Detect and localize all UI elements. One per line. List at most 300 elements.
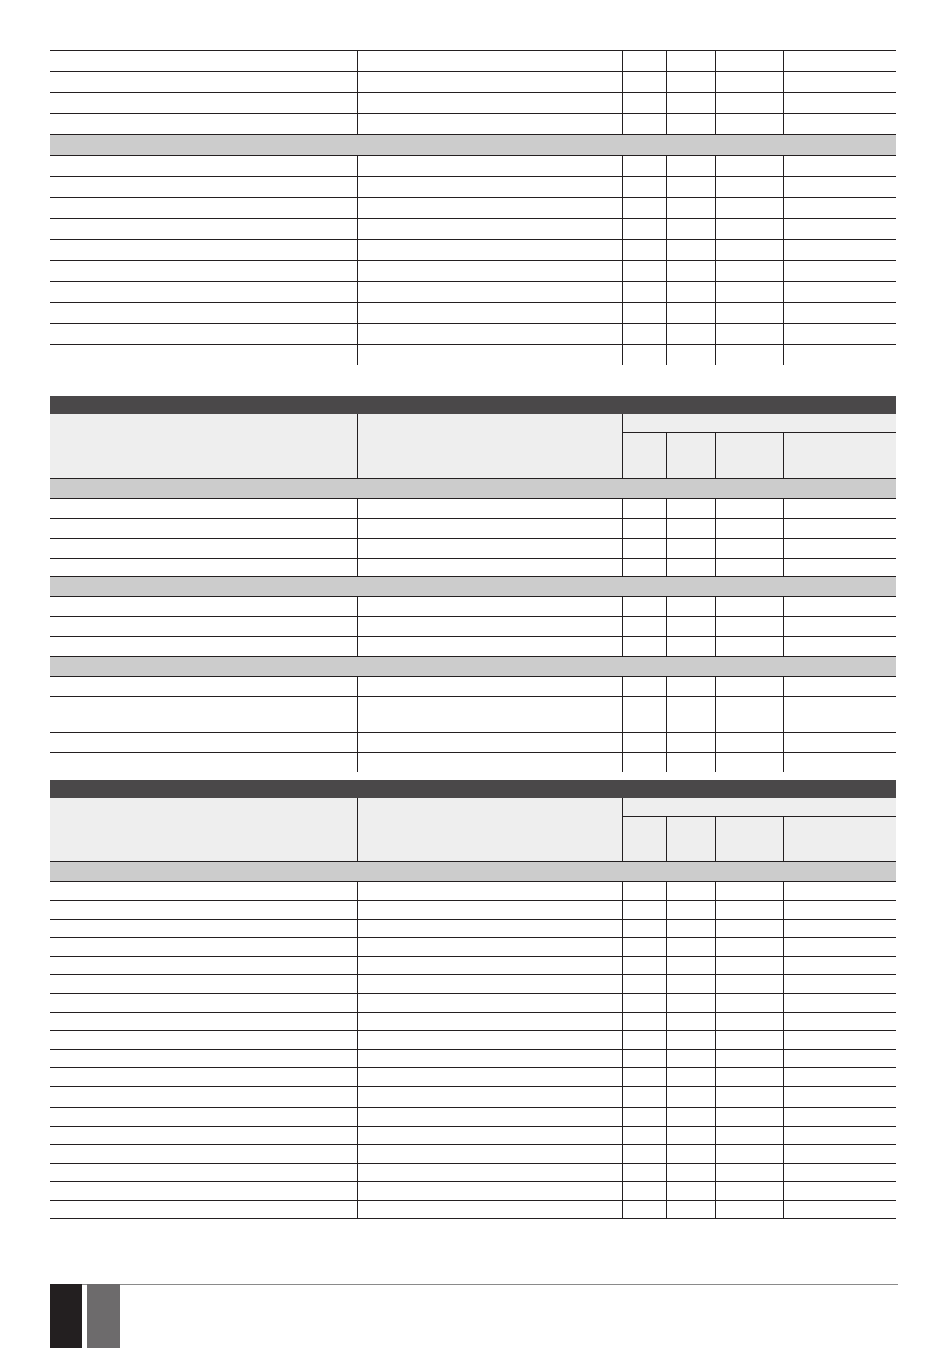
table-cell xyxy=(667,345,716,365)
table-cell xyxy=(667,156,716,176)
table-cell xyxy=(784,1068,896,1086)
table-cell xyxy=(50,282,358,302)
table-cell xyxy=(667,240,716,260)
table-cell xyxy=(784,114,896,134)
table-cell xyxy=(667,753,716,772)
table-header xyxy=(50,414,896,479)
table-cell xyxy=(716,1164,784,1181)
table-cell xyxy=(667,1164,716,1181)
table-cell xyxy=(784,617,896,636)
table-cell xyxy=(50,93,358,113)
table-cell xyxy=(623,994,667,1012)
table-cell xyxy=(50,345,358,365)
table-cell xyxy=(716,1013,784,1030)
table-cell xyxy=(623,198,667,218)
table-cell xyxy=(358,1068,623,1086)
table-cell xyxy=(667,957,716,974)
table-cell xyxy=(716,198,784,218)
table-cell xyxy=(50,156,358,176)
table-cell xyxy=(50,261,358,281)
table-cell xyxy=(623,282,667,302)
table-cell xyxy=(358,51,623,71)
table-row xyxy=(50,539,896,559)
header-group-title xyxy=(623,798,896,817)
header-subcell xyxy=(716,817,784,861)
table-continued xyxy=(50,50,896,365)
table-cell xyxy=(667,617,716,636)
table-cell xyxy=(358,882,623,900)
table-cell xyxy=(50,597,358,616)
table-row xyxy=(50,72,896,93)
table-cell xyxy=(784,519,896,538)
table-cell xyxy=(623,240,667,260)
table-cell xyxy=(358,920,623,937)
table-row xyxy=(50,156,896,177)
table-cell xyxy=(784,499,896,518)
footer-rule xyxy=(50,1284,898,1285)
header-cell xyxy=(358,414,623,478)
table-cell xyxy=(623,938,667,956)
table-cell xyxy=(784,324,896,344)
table-cell xyxy=(784,957,896,974)
table-cell xyxy=(358,261,623,281)
table-cell xyxy=(50,114,358,134)
header-subcell xyxy=(623,817,667,861)
table-cell xyxy=(358,324,623,344)
table-cell xyxy=(623,261,667,281)
table-row xyxy=(50,1145,896,1164)
table-cell xyxy=(784,303,896,323)
table-cell xyxy=(358,994,623,1012)
table-cell xyxy=(784,1087,896,1107)
table-cell xyxy=(358,519,623,538)
table-3 xyxy=(50,780,896,1219)
table-cell xyxy=(623,1127,667,1144)
table-cell xyxy=(784,93,896,113)
table-row xyxy=(50,219,896,240)
table-cell xyxy=(358,938,623,956)
table-cell xyxy=(50,994,358,1012)
table-cell xyxy=(50,753,358,772)
table-cell xyxy=(667,177,716,197)
table-cell xyxy=(50,938,358,956)
table-cell xyxy=(50,72,358,92)
table-cell xyxy=(667,994,716,1012)
table-cell xyxy=(784,637,896,656)
table-cell xyxy=(50,177,358,197)
table-cell xyxy=(50,1108,358,1126)
table-row xyxy=(50,597,896,617)
table-cell xyxy=(50,240,358,260)
table-cell xyxy=(358,114,623,134)
table-row xyxy=(50,1182,896,1201)
table-cell xyxy=(784,198,896,218)
table-row xyxy=(50,559,896,577)
table-cell xyxy=(716,519,784,538)
table-cell xyxy=(667,93,716,113)
table-row xyxy=(50,1068,896,1087)
table-cell xyxy=(667,920,716,937)
table-cell xyxy=(358,345,623,365)
header-subcell xyxy=(716,433,784,478)
table-cell xyxy=(784,938,896,956)
table-cell xyxy=(716,114,784,134)
table-cell xyxy=(623,219,667,239)
table-cell xyxy=(716,219,784,239)
header-group xyxy=(623,798,896,861)
table-cell xyxy=(784,156,896,176)
table-cell xyxy=(667,282,716,302)
table-cell xyxy=(716,938,784,956)
table-row xyxy=(50,1050,896,1068)
header-group-title xyxy=(623,414,896,433)
table-cell xyxy=(623,1013,667,1030)
table-cell xyxy=(784,920,896,937)
table-row xyxy=(50,282,896,303)
table-cell xyxy=(716,240,784,260)
table-cell xyxy=(623,156,667,176)
table-cell xyxy=(358,303,623,323)
table-cell xyxy=(623,733,667,752)
table-cell xyxy=(623,1068,667,1086)
table-cell xyxy=(667,198,716,218)
table-row xyxy=(50,1108,896,1127)
table-cell xyxy=(50,1068,358,1086)
table-cell xyxy=(358,282,623,302)
table-cell xyxy=(623,637,667,656)
table-header xyxy=(50,798,896,862)
table-cell xyxy=(623,345,667,365)
table-cell xyxy=(784,1013,896,1030)
table-cell xyxy=(358,1145,623,1163)
table-cell xyxy=(784,559,896,576)
table-cell xyxy=(716,51,784,71)
table-cell xyxy=(358,1201,623,1218)
table-cell xyxy=(716,1050,784,1067)
table-cell xyxy=(358,499,623,518)
table-cell xyxy=(667,882,716,900)
table-row xyxy=(50,637,896,657)
table-cell xyxy=(784,753,896,772)
table-row xyxy=(50,901,896,920)
table-cell xyxy=(716,324,784,344)
table-row xyxy=(50,519,896,539)
table-row xyxy=(50,882,896,901)
table-cell xyxy=(50,198,358,218)
table-cell xyxy=(716,559,784,576)
table-cell xyxy=(623,1087,667,1107)
table-row xyxy=(50,1127,896,1145)
table-cell xyxy=(358,219,623,239)
table-cell xyxy=(716,1087,784,1107)
table-cell xyxy=(623,1108,667,1126)
table-cell xyxy=(623,1201,667,1218)
table-cell xyxy=(784,72,896,92)
table-cell xyxy=(716,1068,784,1086)
table-row xyxy=(50,1031,896,1050)
table-cell xyxy=(716,177,784,197)
table-cell xyxy=(716,975,784,993)
table-cell xyxy=(623,499,667,518)
table-cell xyxy=(716,1145,784,1163)
header-subcell xyxy=(667,433,716,478)
table-cell xyxy=(667,901,716,919)
table-cell xyxy=(623,93,667,113)
table-cell xyxy=(716,156,784,176)
table-cell xyxy=(716,733,784,752)
table-cell xyxy=(50,559,358,576)
table-cell xyxy=(784,219,896,239)
table-cell xyxy=(358,617,623,636)
table-cell xyxy=(716,345,784,365)
table-cell xyxy=(716,1031,784,1049)
table-row xyxy=(50,114,896,135)
table-cell xyxy=(50,637,358,656)
table-cell xyxy=(623,1182,667,1200)
table-cell xyxy=(667,1013,716,1030)
table-cell xyxy=(50,303,358,323)
table-cell xyxy=(623,697,667,732)
table-cell xyxy=(50,499,358,518)
table-cell xyxy=(667,1031,716,1049)
table-cell xyxy=(667,677,716,696)
table-cell xyxy=(667,597,716,616)
table-cell xyxy=(784,1164,896,1181)
table-row xyxy=(50,1201,896,1219)
table-cell xyxy=(358,677,623,696)
table-cell xyxy=(358,901,623,919)
table-cell xyxy=(50,1087,358,1107)
table-cell xyxy=(667,637,716,656)
header-subcell xyxy=(667,817,716,861)
table-cell xyxy=(50,539,358,558)
table-cell xyxy=(667,733,716,752)
table-row xyxy=(50,1164,896,1182)
table-cell xyxy=(50,519,358,538)
table-row xyxy=(50,920,896,938)
table-cell xyxy=(784,1108,896,1126)
table-cell xyxy=(716,282,784,302)
table-cell xyxy=(623,920,667,937)
table-row xyxy=(50,957,896,975)
table-cell xyxy=(623,519,667,538)
table-cell xyxy=(716,1182,784,1200)
table-cell xyxy=(50,617,358,636)
table-cell xyxy=(667,1050,716,1067)
table-cell xyxy=(50,1182,358,1200)
table-cell xyxy=(50,975,358,993)
table-cell xyxy=(623,901,667,919)
footer-tab-dark xyxy=(50,1284,82,1348)
table-cell xyxy=(50,882,358,900)
table-cell xyxy=(784,994,896,1012)
table-cell xyxy=(623,1145,667,1163)
header-cell xyxy=(50,798,358,861)
table-cell xyxy=(784,677,896,696)
table-row xyxy=(50,198,896,219)
table-cell xyxy=(50,1050,358,1067)
table-cell xyxy=(784,882,896,900)
table-cell xyxy=(50,697,358,732)
table-cell xyxy=(667,261,716,281)
table-row xyxy=(50,261,896,282)
table-cell xyxy=(667,1087,716,1107)
table-cell xyxy=(623,539,667,558)
table-cell xyxy=(667,1145,716,1163)
section-header xyxy=(50,135,896,156)
table-cell xyxy=(784,282,896,302)
table-row xyxy=(50,1087,896,1108)
table-cell xyxy=(784,1145,896,1163)
table-cell xyxy=(716,957,784,974)
table-cell xyxy=(667,1201,716,1218)
table-cell xyxy=(358,697,623,732)
table-cell xyxy=(623,303,667,323)
header-group xyxy=(623,414,896,478)
table-cell xyxy=(716,499,784,518)
table-cell xyxy=(784,177,896,197)
table-title-bar xyxy=(50,780,896,798)
table-cell xyxy=(784,345,896,365)
table-cell xyxy=(623,51,667,71)
table-row xyxy=(50,93,896,114)
table-cell xyxy=(667,559,716,576)
table-cell xyxy=(716,697,784,732)
table-cell xyxy=(784,1031,896,1049)
table-cell xyxy=(784,697,896,732)
footer-tab-gray xyxy=(87,1284,120,1348)
table-cell xyxy=(623,882,667,900)
table-cell xyxy=(716,637,784,656)
header-cell xyxy=(358,798,623,861)
table-cell xyxy=(667,1108,716,1126)
table-cell xyxy=(667,938,716,956)
table-cell xyxy=(784,1050,896,1067)
table-cell xyxy=(716,753,784,772)
table-row xyxy=(50,733,896,753)
table-cell xyxy=(667,1068,716,1086)
table-cell xyxy=(358,1013,623,1030)
table-cell xyxy=(716,303,784,323)
table-cell xyxy=(784,240,896,260)
table-cell xyxy=(358,72,623,92)
table-cell xyxy=(623,957,667,974)
table-cell xyxy=(358,1087,623,1107)
table-cell xyxy=(716,920,784,937)
table-row xyxy=(50,617,896,637)
table-cell xyxy=(50,51,358,71)
table-cell xyxy=(667,114,716,134)
header-cell xyxy=(50,414,358,478)
table-cell xyxy=(623,324,667,344)
table-cell xyxy=(667,303,716,323)
table-row xyxy=(50,240,896,261)
table-cell xyxy=(716,901,784,919)
table-cell xyxy=(50,901,358,919)
table-row xyxy=(50,324,896,345)
table-cell xyxy=(716,93,784,113)
table-row xyxy=(50,677,896,697)
table-cell xyxy=(716,882,784,900)
table-cell xyxy=(358,753,623,772)
table-cell xyxy=(716,617,784,636)
table-cell xyxy=(358,559,623,576)
table-cell xyxy=(50,677,358,696)
table-cell xyxy=(623,975,667,993)
table-cell xyxy=(623,753,667,772)
table-cell xyxy=(623,72,667,92)
table-cell xyxy=(50,1145,358,1163)
table-cell xyxy=(358,637,623,656)
table-cell xyxy=(716,597,784,616)
header-subcell xyxy=(623,433,667,478)
table-cell xyxy=(50,1031,358,1049)
table-cell xyxy=(667,1127,716,1144)
table-cell xyxy=(667,539,716,558)
table-cell xyxy=(50,219,358,239)
table-cell xyxy=(50,920,358,937)
table-cell xyxy=(716,677,784,696)
table-cell xyxy=(358,1164,623,1181)
table-cell xyxy=(50,733,358,752)
table-cell xyxy=(667,219,716,239)
table-cell xyxy=(623,597,667,616)
table-cell xyxy=(716,1201,784,1218)
table-cell xyxy=(358,240,623,260)
table-cell xyxy=(623,177,667,197)
table-cell xyxy=(716,994,784,1012)
table-cell xyxy=(623,1164,667,1181)
section-header xyxy=(50,862,896,882)
table-cell xyxy=(784,1127,896,1144)
table-cell xyxy=(667,499,716,518)
table-cell xyxy=(784,539,896,558)
table-cell xyxy=(716,72,784,92)
table-cell xyxy=(358,597,623,616)
table-cell xyxy=(784,1182,896,1200)
table-cell xyxy=(667,975,716,993)
table-cell xyxy=(623,114,667,134)
table-cell xyxy=(784,733,896,752)
table-row xyxy=(50,1013,896,1031)
table-cell xyxy=(716,1127,784,1144)
table-cell xyxy=(667,1182,716,1200)
table-cell xyxy=(358,1108,623,1126)
table-cell xyxy=(667,697,716,732)
table-cell xyxy=(358,1050,623,1067)
section-header xyxy=(50,577,896,597)
table-cell xyxy=(784,51,896,71)
table-cell xyxy=(358,93,623,113)
table-cell xyxy=(716,539,784,558)
table-cell xyxy=(784,901,896,919)
table-row xyxy=(50,177,896,198)
table-row xyxy=(50,753,896,772)
table-cell xyxy=(667,519,716,538)
table-cell xyxy=(50,957,358,974)
table-row xyxy=(50,499,896,519)
table-cell xyxy=(667,51,716,71)
section-header xyxy=(50,479,896,499)
table-cell xyxy=(358,733,623,752)
table-cell xyxy=(623,677,667,696)
table-cell xyxy=(667,72,716,92)
table-row xyxy=(50,345,896,365)
table-row xyxy=(50,303,896,324)
table-cell xyxy=(784,1201,896,1218)
table-cell xyxy=(623,1031,667,1049)
table-cell xyxy=(50,324,358,344)
